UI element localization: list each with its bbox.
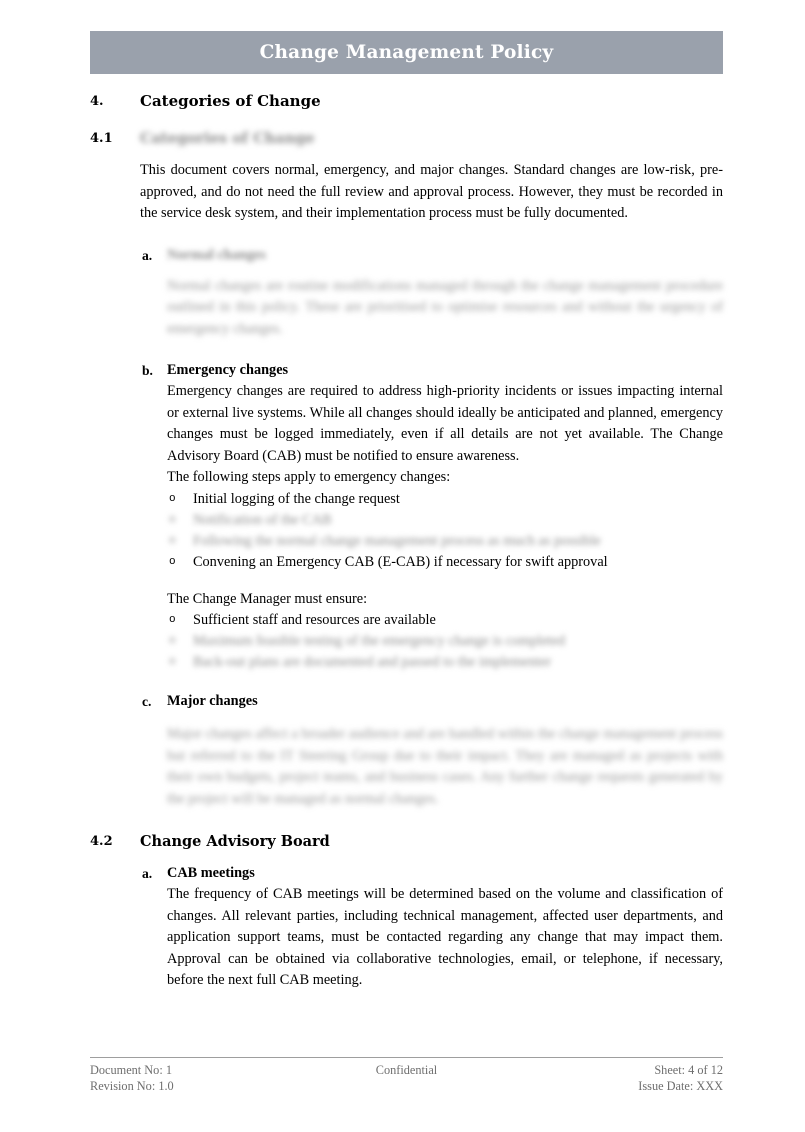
heading-section-4-1	[90, 129, 723, 148]
circle-bullet-icon: o	[169, 635, 176, 647]
heading-4-number: 4.	[90, 94, 104, 109]
document-title: Change Management Policy	[259, 42, 554, 63]
footer-divider	[90, 1057, 723, 1058]
heading-4-1-title-redacted: Categories of Change	[140, 130, 315, 147]
list-item	[167, 652, 723, 673]
footer-spacer	[301, 1078, 512, 1094]
list-item-c	[142, 691, 723, 810]
document-body	[90, 92, 723, 992]
list-item	[167, 510, 723, 531]
list-item-text-redacted: Maximum feasible testing of the emergency change is completed	[193, 633, 566, 649]
circle-bullet-icon: o	[169, 534, 176, 547]
list-item	[167, 631, 723, 652]
footer-revision-no: Revision No: 1.0	[90, 1079, 174, 1093]
footer-issue-date: Issue Date: XXX	[638, 1079, 723, 1093]
cab-list-item-a-title: CAB meetings	[167, 865, 255, 881]
footer-row-2	[90, 1078, 723, 1094]
page-footer	[90, 1057, 723, 1094]
list-item-text-redacted: Back-out plans are documented and passed to the implementer	[193, 654, 552, 670]
list-item-text-redacted: Following the normal change management process as much as possible	[193, 532, 601, 549]
emergency-steps-list	[167, 489, 723, 573]
header-banner	[90, 31, 723, 74]
list-item-a	[142, 245, 723, 341]
cab-list-item-a-letter: a.	[142, 866, 153, 881]
heading-section-4-2	[90, 832, 723, 851]
footer-sheet-number: Sheet: 4 of 12	[654, 1063, 723, 1077]
list-item-a-title-redacted: Normal changes	[167, 246, 266, 263]
circle-bullet-icon: o	[169, 656, 176, 668]
list-item-b-title: Emergency changes	[167, 362, 289, 378]
heading-section-4	[90, 92, 723, 111]
list-item-text: Sufficient staff and resources are available	[193, 612, 436, 628]
list-item-b	[142, 360, 723, 673]
circle-bullet-icon: o	[169, 492, 176, 505]
heading-4-2-title: Change Advisory Board	[140, 833, 330, 850]
footer-confidentiality: Confidential	[375, 1063, 438, 1077]
heading-4-2-number: 4.2	[90, 834, 113, 849]
cab-list-item-a-body: The frequency of CAB meetings will be determined based on the volume and classification of changes. All relevant parties, including technical management, affected user departments, and application support teams, must be contacted regarding any change that may impact them. Approval can be obtained via collaborative technologies, email, or telephone, if necessary, before the next full CAB meeting.	[167, 886, 723, 988]
list-item-text: Convening an Emergency CAB (E-CAB) if necessary for swift approval	[193, 553, 608, 570]
list-item-text-redacted: Notification of the CAB	[193, 511, 332, 528]
list-item-c-body-redacted: Major changes affect a broader audience and are handled within the change management process but referred to the IT Steering Group due to their impact. They are managed as projects with their own budgets, project teams, and business cases. Any further change requests generated by the project will be managed as normal changes.	[167, 726, 723, 807]
circle-bullet-icon: o	[169, 555, 176, 568]
change-manager-list	[167, 610, 723, 673]
list-item-b-body: Emergency changes are required to address high-priority incidents or issues impacting internal or external live systems. While all changes should ideally be anticipated and planned, emergency changes must be logged immediately, even if all details are not yet available. The Change Advisory Board (CAB) must be notified to ensure awareness.	[167, 383, 723, 464]
list-item-text: Initial logging of the change request	[193, 490, 400, 507]
list-item-a-body-redacted: Normal changes are routine modifications managed through the change management procedure outlined in this policy. These are prioritised to optimise resources and without the urgency of emergency changes.	[167, 277, 723, 337]
change-manager-lead-in: The Change Manager must ensure:	[167, 590, 368, 607]
footer-row-1	[90, 1062, 723, 1078]
list-item	[167, 610, 723, 631]
list-item-c-title: Major changes	[167, 693, 258, 709]
list-item	[167, 552, 723, 573]
list-item	[167, 489, 723, 510]
emergency-steps-lead-in: The following steps apply to emergency changes:	[167, 469, 451, 485]
cab-list-item-a	[142, 863, 723, 992]
list-item-c-letter: c.	[142, 694, 152, 709]
circle-bullet-icon: o	[169, 513, 176, 526]
circle-bullet-icon: o	[169, 614, 176, 626]
list-item-a-letter: a.	[142, 247, 153, 263]
footer-document-no: Document No: 1	[90, 1063, 172, 1077]
section-4-1-intro-paragraph: This document covers normal, emergency, and major changes. Standard changes are low-risk, pre-approved, and do not need the full review and approval process. However, they must be recorded in the service desk system, and their implementation process must be fully documented.	[140, 162, 723, 221]
list-item-b-letter: b.	[142, 363, 153, 378]
heading-4-title: Categories of Change	[140, 92, 321, 110]
list-item	[167, 531, 723, 552]
heading-4-1-number: 4.1	[90, 131, 113, 146]
